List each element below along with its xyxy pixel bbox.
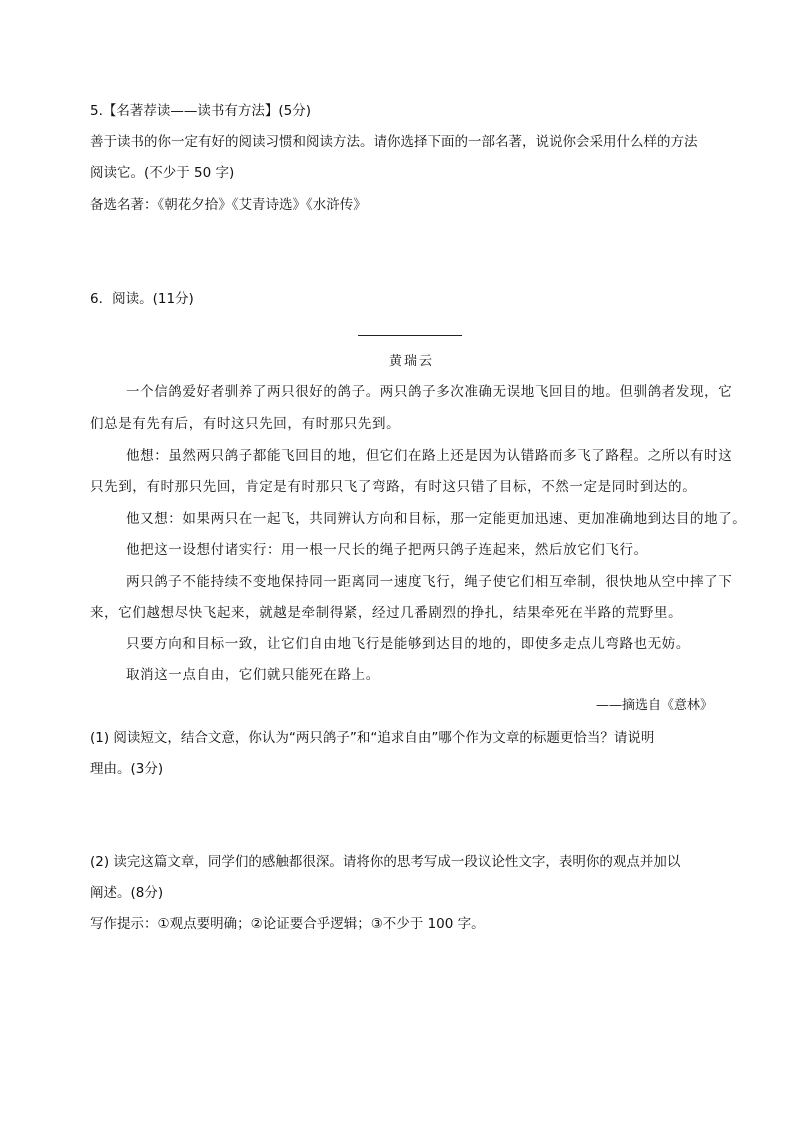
passage-line: 只要方向和目标一致，让它们自由地飞行是能够到达目的地的，即使多走点儿弯路也无妨。 xyxy=(126,636,690,652)
q6-sub2-line1: (2) 读完这篇文章，同学们的感触都很深。请将你的思考写成一段议论性文字，表明你的观点并加以 xyxy=(90,854,681,870)
passage-line: 两只鸽子不能持续不变地保持同一距离同一速度飞行，绳子使它们相互牵制，很快地从空中摔了下 xyxy=(126,574,733,590)
passage-source: ——摘选自《意林》 xyxy=(596,698,714,713)
passage-line: 们总是有先有后，有时这只先回，有时那只先到。 xyxy=(90,416,401,432)
passage-line: 他把这一设想付诸实行：用一根一尺长的绳子把两只鸽子连起来，然后放它们飞行。 xyxy=(126,542,648,558)
q5-body-line1: 善于读书的你一定有好的阅读习惯和阅读方法。请你选择下面的一部名著，说说你会采用什么样的方法 xyxy=(90,134,698,150)
passage-title-blank xyxy=(358,335,462,336)
q6-sub1-line2: 理由。(3分) xyxy=(90,761,164,777)
passage-line: 他又想：如果两只在一起飞，共同辨认方向和目标，那一定能更加迅速、更加准确地到达目的地了。 xyxy=(126,511,747,527)
q6-writing-tips: 写作提示：①观点要明确；②论证要合乎逻辑；③不少于 100 字。 xyxy=(90,916,485,932)
q6-sub2-line2: 阐述。(8分) xyxy=(90,885,164,901)
q6-sub1-line1: (1) 阅读短文，结合文意，你认为“两只鸽子”和“追求自由”哪个作为文章的标题更恰当？请说明 xyxy=(90,730,655,746)
passage-line: 一个信鸽爱好者驯养了两只很好的鸽子。两只鸽子多次准确无误地飞回目的地。但驯鸽者发现，它 xyxy=(126,384,733,400)
passage-line: 取消这一点自由，它们就只能死在路上。 xyxy=(126,667,380,683)
passage-line: 来，它们越想尽快飞起来，就越是牵制得紧，经过几番剧烈的挣扎，结果牵死在半路的荒野里。 xyxy=(90,605,683,621)
q5-options: 备选名著：《朝花夕拾》《艾青诗选》《水浒传》 xyxy=(90,197,367,213)
passage-line: 他想：虽然两只鸽子都能飞回目的地，但它们在路上还是因为认错路而多飞了路程。之所以有时这 xyxy=(126,448,733,464)
passage-author: 黄瑞云 xyxy=(389,354,435,369)
q6-heading: 6．阅读。(11分) xyxy=(90,291,194,307)
passage-line: 只先到，有时那只先回，肯定是有时那只飞了弯路，有时这只错了目标，不然一定是同时到达的。 xyxy=(90,479,697,495)
q5-heading: 5.【名著荐读——读书有方法】(5分) xyxy=(90,103,312,119)
q5-body-line2: 阅读它。(不少于 50 字) xyxy=(90,165,235,181)
